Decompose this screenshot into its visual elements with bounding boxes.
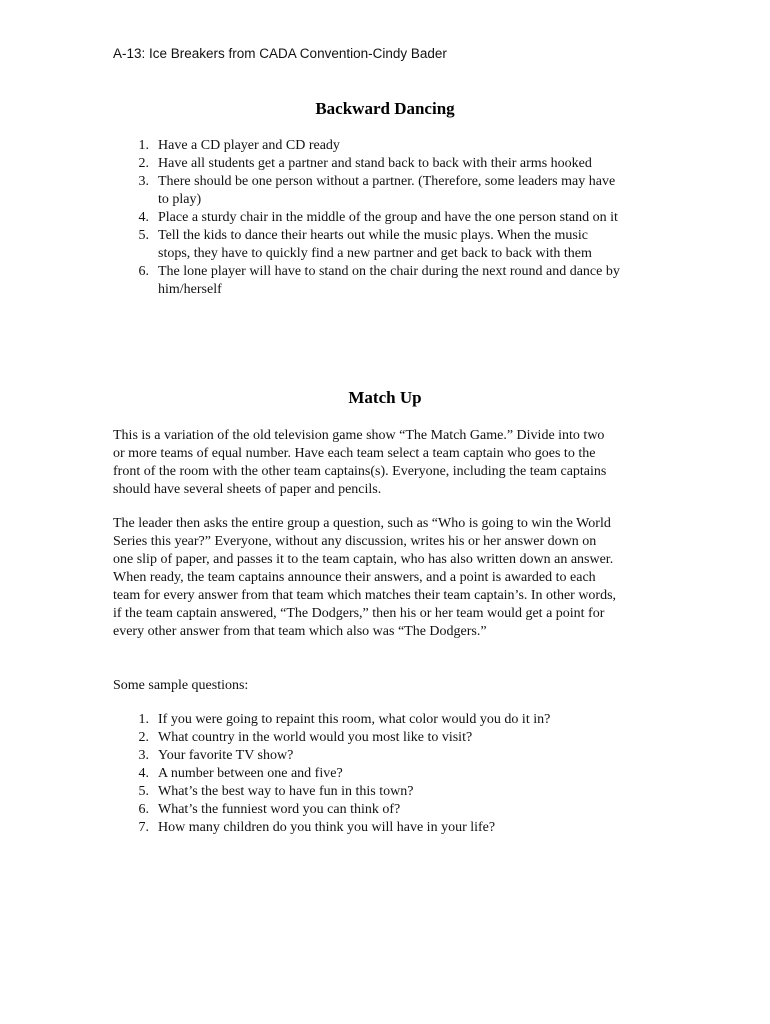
list-item-text: Place a sturdy chair in the middle of the group and have the one person stand on it [158,210,618,225]
list-item-number: 2. [138,730,149,745]
list-item [113,801,663,819]
list-item-text: Have all students get a partner and stand back to back with their arms hooked [158,156,592,171]
list-item-number: 6. [138,802,149,817]
list-item [113,711,663,729]
paragraph-line: team for every answer from that team which matches their team captain’s. In other words, [113,588,617,603]
list-item-number: 7. [138,820,149,835]
list-item [113,783,663,801]
list-item [113,227,663,263]
list-item-text: What’s the funniest word you can think of? [158,802,401,817]
list-item [113,765,663,783]
list-item-number: 1. [138,138,149,153]
sample-questions-list [113,711,663,837]
match-up-paragraph-2 [113,515,663,641]
paragraph-line: one slip of paper, and passes it to the team captain, who has also written down an answer. [113,552,614,567]
list-item [113,819,663,837]
list-item-text: The lone player will have to stand on the chair during the next round and dance by [158,264,620,279]
list-item-number: 3. [138,174,149,189]
paragraph-line: This is a variation of the old television game show “The Match Game.” Divide into two [113,428,605,443]
list-item-number: 3. [138,748,149,763]
paragraph-line: The leader then asks the entire group a question, such as “Who is going to win the World [113,516,611,531]
page-header: A-13: Ice Breakers from CADA Convention-Cindy Bader [113,46,447,61]
section-title-match-up: Match Up [348,388,422,407]
list-item-number: 4. [138,210,149,225]
list-item-text: Your favorite TV show? [158,748,294,763]
paragraph-line: When ready, the team captains announce their answers, and a point is awarded to each [113,570,596,585]
list-item-text: him/herself [158,282,222,297]
list-item-number: 6. [138,264,149,279]
list-item-number: 5. [138,228,149,243]
paragraph-line: every other answer from that team which also was “The Dodgers.” [113,624,487,639]
list-item-number: 4. [138,766,149,781]
list-item-text: There should be one person without a partner. (Therefore, some leaders may have [158,174,616,189]
paragraph-line: if the team captain answered, “The Dodgers,” then his or her team would get a point for [113,606,605,621]
list-item-text: Tell the kids to dance their hearts out while the music plays. When the music [158,228,588,243]
list-item-text: stops, they have to quickly find a new partner and get back to back with them [158,246,592,261]
list-item-text: What country in the world would you most like to visit? [158,730,473,745]
list-item-text: A number between one and five? [158,766,343,781]
section-title-backward-dancing: Backward Dancing [315,99,455,118]
list-item-text: What’s the best way to have fun in this town? [158,784,414,799]
list-item-text: How many children do you think you will have in your life? [158,820,496,835]
paragraph-line: front of the room with the other team captains(s). Everyone, including the team captains [113,464,607,479]
paragraph-line: or more teams of equal number. Have each team select a team captain who goes to the [113,446,596,461]
list-item [113,263,663,299]
list-item [113,729,663,747]
list-item [113,209,663,227]
list-item [113,137,663,155]
match-up-paragraph-1 [113,427,663,499]
list-item-number: 5. [138,784,149,799]
paragraph-line: Series this year?” Everyone, without any discussion, writes his or her answer down on [113,534,597,549]
list-item [113,747,663,765]
list-item [113,155,663,173]
backward-dancing-steps [113,137,663,299]
paragraph-line: should have several sheets of paper and pencils. [113,482,382,497]
list-item [113,173,663,209]
list-item-text: Have a CD player and CD ready [158,138,340,153]
list-item-text: to play) [158,192,202,207]
list-item-number: 2. [138,156,149,171]
list-item-text: If you were going to repaint this room, what color would you do it in? [158,712,551,727]
list-item-number: 1. [138,712,149,727]
sample-questions-intro: Some sample questions: [113,678,249,693]
